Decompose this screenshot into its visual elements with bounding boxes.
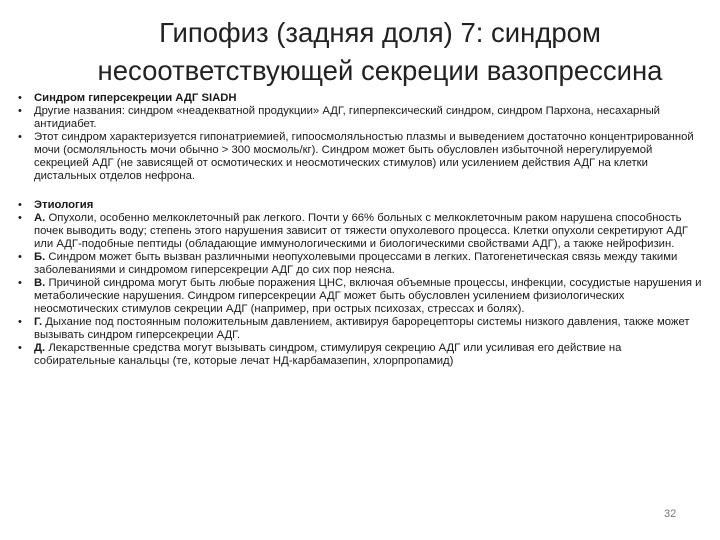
bullet-lead: Д. — [34, 342, 46, 354]
bullet-text: • Другие названия: синдром «неадекватной продукции» АДГ, гиперпексический синдром, синдром Пархона, несахарный антидиабет. — [34, 105, 660, 130]
bullet-text: Синдром может быть вызван различными неопухолевыми процессами в легких. Патогенетическая связь между такими заболеваниями и синдромом гиперсекреции АДГ до сих пор неясна. — [34, 251, 678, 276]
bullet-lead: Г. — [34, 316, 43, 328]
bullet-item-etiology-heading — [18, 199, 704, 212]
bullet-item-etiology-b — [18, 251, 704, 277]
bullet-item-etiology-d — [18, 342, 704, 368]
bullet-text: • Этиология — [34, 199, 94, 211]
bullet-text: • Этот синдром характеризуется гипонатриемией, гипоосмоляльностью плазмы и выведением достаточно концентрированной мочи (осмоляльность мочи обычно > 300 мосмоль/кг). Синдром может быть обусловлен избыточной нерегулируемой секрецией АДГ (не зависящей от осмотических и неосмотических стимулов) или усилением действия АДГ на клетки дистальных отделов нефрона. — [34, 131, 694, 182]
bullet-text: Опухоли, особенно мелкоклеточный рак легкого. Почти у 66% больных с мелкоклеточным раком нарушена способность почек выводить воду; степень этого нарушения зависит от тяжести опухолевого процесса. Клетки опухоли секретируют АДГ или АДГ-подобные пептиды (обладающие иммунологическими и биологическими свойствами АДГ), а также нейрофизин. — [34, 212, 688, 250]
bullet-lead: А. — [34, 212, 46, 224]
bullet-lead: Б. — [34, 251, 46, 263]
bullet-item-characteristics — [18, 131, 704, 183]
bullet-text-wrap — [34, 342, 704, 368]
bullet-item-siadh-heading — [18, 92, 704, 105]
bullet-list — [18, 92, 704, 368]
bullet-text-wrap — [34, 251, 704, 277]
bullet-item-etiology-g — [18, 316, 704, 342]
bullet-text: Причиной синдрома могут быть любые поражения ЦНС, включая объемные процессы, инфекции, сосудистые нарушения и метаболические нарушения. Синдром гиперсекреции АДГ может быть обусловлен усилением физиологических неосмотических стимулов секреции АДГ (например, при острых психозах, стрессах и болях). — [34, 277, 702, 315]
bullet-text: Лекарственные средства могут вызывать синдром, стимулируя секрецию АДГ или усиливая его действие на собирательные канальцы (те, которые лечат НД-карбамазепин, хлорпропамид) — [34, 342, 622, 367]
bullet-text-wrap — [34, 212, 704, 251]
bullet-text-wrap — [34, 277, 704, 316]
bullet-item-etiology-v — [18, 277, 704, 316]
page-number: 32 — [664, 508, 677, 520]
bullet-text: Дыхание под постоянным положительным давлением, активируя барорецепторы системы низкого давления, также может вызывать синдром гиперсекреции АДГ. — [34, 316, 690, 341]
bullet-text: • Синдром гиперсекреции АДГ SIADH — [34, 92, 237, 104]
slide-title-line-2: несоответствующей секреции вазопрессина — [97, 55, 663, 86]
bullet-item-other-names — [18, 105, 704, 131]
bullet-lead: В. — [34, 277, 46, 289]
slide-title — [40, 14, 720, 90]
slide-title-line-1: Гипофиз (задняя доля) 7: синдром — [159, 17, 601, 48]
bullet-item-etiology-a — [18, 212, 704, 251]
bullet-text-wrap — [34, 316, 704, 342]
